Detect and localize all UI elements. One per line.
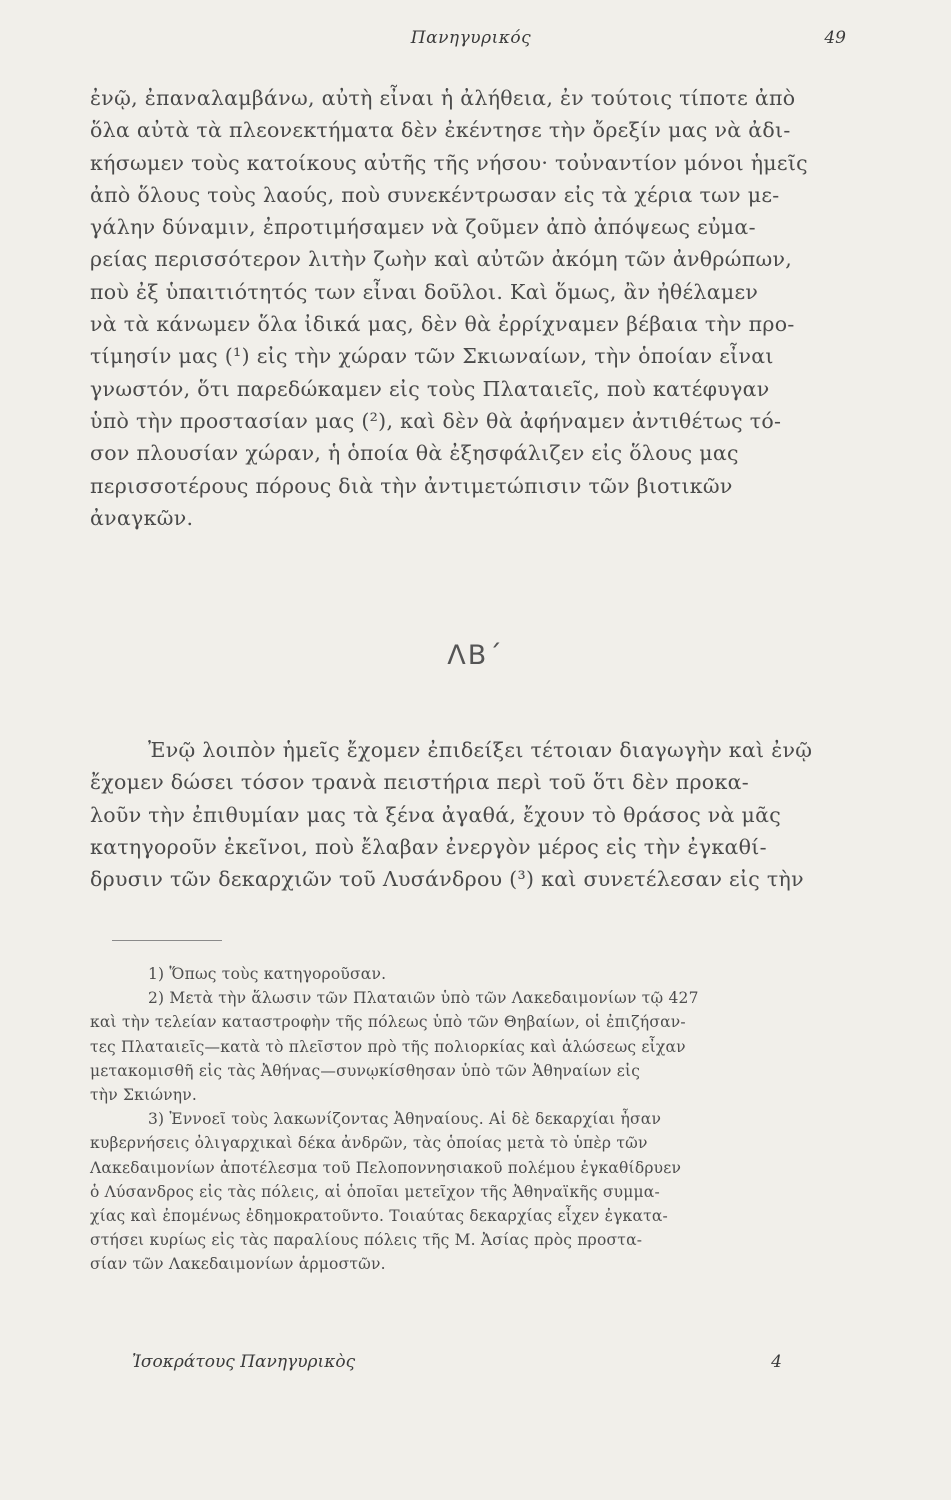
footnote-3-line: ὁ Λύσανδρος εἰς τὰς πόλεις, αἱ ὁποῖαι μετεῖχον τῆς Ἀθηναϊκῆς συμμα- — [90, 1182, 660, 1201]
paragraph-1 — [90, 82, 852, 534]
footnote-2-line: καὶ τὴν τελείαν καταστροφὴν τῆς πόλεως ὑπὸ τῶν Θηβαίων, οἱ ἐπιζήσαν- — [90, 1013, 686, 1032]
text-line: ἀπὸ ὅλους τοὺς λαούς, ποὺ συνεκέντρωσαν εἰς τὰ χέρια των με- — [90, 182, 780, 207]
text-line: λοῦν τὴν ἐπιθυμίαν μας τὰ ξένα ἀγαθά, ἔχουν τὸ θράσος νὰ μᾶς — [90, 802, 782, 827]
text-line: γάλην δύναμιν, ἐπροτιμήσαμεν νὰ ζοῦμεν ἀπὸ ἀπόψεως εὐμα- — [90, 215, 756, 240]
text-line: ρείας περισσότερον λιτὴν ζωὴν καὶ αὐτῶν ἀκόμη τῶν ἀνθρώπων, — [90, 247, 793, 272]
text-line: ὑπὸ τὴν προστασίαν μας (²), καὶ δὲν θὰ ἀφήναμεν ἀντιθέτως τό- — [90, 408, 782, 433]
text-line: Ἐνῷ λοιπὸν ἡμεῖς ἔχομεν ἐπιδείξει τέτοιαν διαγωγὴν καὶ ἐνῷ — [148, 738, 813, 762]
page-number: 49 — [824, 28, 846, 48]
running-title: Πανηγυρικός — [410, 28, 532, 48]
section-heading: ΛΒ΄ — [447, 640, 504, 671]
text-line: νὰ τὰ κάνωμεν ὅλα ἰδικά μας, δὲν θὰ ἐρρίχναμεν βέβαια τὴν προ- — [90, 312, 795, 337]
text-line: κατηγοροῦν ἐκεῖνοι, ποὺ ἔλαβαν ἐνεργὸν μέρος εἰς τὴν ἐγκαθί- — [90, 834, 767, 859]
text-line: ἀναγκῶν. — [90, 505, 194, 530]
text-line: ἔχομεν δώσει τόσον τρανὰ πειστήρια περὶ τοῦ ὅτι δὲν προκα- — [90, 770, 749, 795]
text-line: ποὺ ἐξ ὑπαιτιότητός των εἶναι δοῦλοι. Καὶ ὅμως, ἂν ἠθέλαμεν — [90, 279, 759, 304]
footnote-3-line: στήσει κυρίως εἰς τὰς παραλίους πόλεις τῆς Μ. Ἀσίας πρὸς προστα- — [90, 1231, 643, 1250]
footnote-2-line: τὴν Σκιώνην. — [90, 1085, 198, 1104]
footnote-3-line: σίαν τῶν Λακεδαιμονίων ἁρμοστῶν. — [90, 1255, 386, 1274]
text-line: δρυσιν τῶν δεκαρχιῶν τοῦ Λυσάνδρου (³) καὶ συνετέλεσαν εἰς τὴν — [90, 867, 804, 892]
footnote-divider — [112, 940, 222, 941]
footer-book-title: Ἰσοκράτους Πανηγυρικὸς — [132, 1352, 356, 1372]
text-line: γνωστόν, ὅτι παρεδώκαμεν εἰς τοὺς Πλαταιεῖς, ποὺ κατέφυγαν — [90, 376, 770, 401]
text-line: τίμησίν μας (¹) εἰς τὴν χώραν τῶν Σκιωναίων, τὴν ὁποίαν εἶναι — [90, 344, 774, 369]
footnote-3-line: κυβερνήσεις ὀλιγαρχικαὶ δέκα ἀνδρῶν, τὰς ὁποίας μετὰ τὸ ὑπὲρ τῶν — [90, 1134, 648, 1153]
text-line: περισσοτέρους πόρους διὰ τὴν ἀντιμετώπισιν τῶν βιοτικῶν — [90, 473, 733, 498]
text-line: ἐνῷ, ἐπαναλαμβάνω, αὐτὴ εἶναι ἡ ἀλήθεια, ἐν τούτοις τίποτε ἀπὸ — [90, 86, 796, 110]
footnote-2-line: τες Πλαταιεῖς—κατὰ τὸ πλεῖστον πρὸ τῆς πολιορκίας καὶ ἁλώσεως εἶχαν — [90, 1037, 686, 1056]
footnote-3-line: χίας καὶ ἐπομένως ἐδημοκρατοῦντο. Τοιαύτας δεκαρχίας εἶχεν ἐγκατα- — [90, 1206, 668, 1225]
footnote-2-line: μετακομισθῆ εἰς τὰς Ἀθήνας—συνῳκίσθησαν ὑπὸ τῶν Ἀθηναίων εἰς — [90, 1061, 641, 1080]
page-footer — [132, 1352, 832, 1382]
paragraph-2 — [90, 734, 852, 895]
footnotes — [90, 962, 852, 1276]
footnote-3-line: 3) Ἐννοεῖ τοὺς λακωνίζοντας Ἀθηναίους. Αἱ δὲ δεκαρχίαι ἦσαν — [148, 1110, 662, 1129]
footnote-2-line: 2) Μετὰ τὴν ἅλωσιν τῶν Πλαταιῶν ὑπὸ τῶν Λακεδαιμονίων τῷ 427 — [148, 989, 699, 1008]
running-head — [90, 28, 852, 58]
footnote-1-line: 1) Ὅπως τοὺς κατηγοροῦσαν. — [148, 965, 387, 983]
text-line: ὅλα αὐτὰ τὰ πλεονεκτήματα δὲν ἐκέντησε τὴν ὄρεξίν μας νὰ ἀδι- — [90, 118, 791, 143]
text-line: κήσωμεν τοὺς κατοίκους αὐτῆς τῆς νήσου· τοὐναντίον μόνοι ἡμεῖς — [90, 150, 808, 175]
signature-mark: 4 — [771, 1352, 782, 1372]
footnote-3-line: Λακεδαιμονίων ἀποτέλεσμα τοῦ Πελοποννησιακοῦ πολέμου ἐγκαθίδρυεν — [90, 1158, 682, 1177]
text-line: σον πλουσίαν χώραν, ἡ ὁποία θὰ ἐξησφάλιζεν εἰς ὅλους μας — [90, 441, 739, 466]
